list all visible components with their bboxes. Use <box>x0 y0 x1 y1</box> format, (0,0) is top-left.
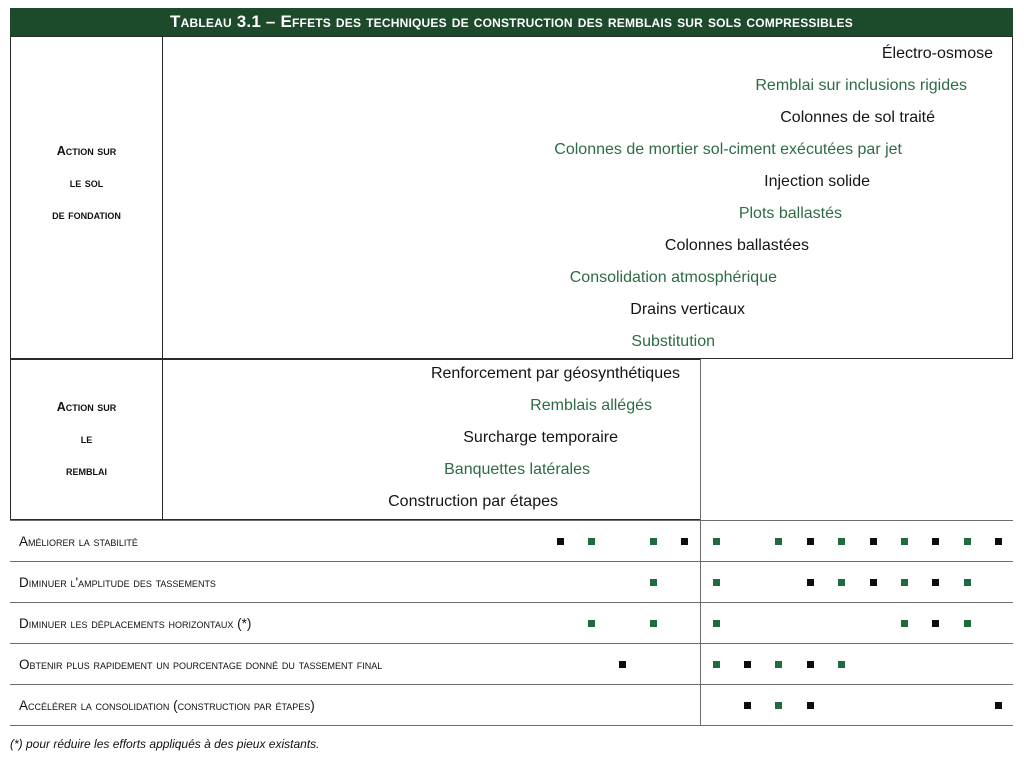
effect-mark-black <box>932 620 939 627</box>
effect-mark-black <box>995 702 1002 709</box>
effect-mark-green <box>901 538 908 545</box>
effect-mark-green <box>775 538 782 545</box>
effect-mark-black <box>557 538 564 545</box>
effect-mark-black <box>807 579 814 586</box>
effect-row-label: Obtenir plus rapidement un pourcentage donné du tassement final <box>19 657 383 672</box>
effect-mark-black <box>807 538 814 545</box>
effect-mark-green <box>650 579 657 586</box>
effect-mark-green <box>838 538 845 545</box>
section-divider <box>700 359 701 725</box>
effect-mark-black <box>870 579 877 586</box>
fill-label-line-2: le <box>80 432 93 446</box>
table-title <box>10 8 1013 36</box>
effect-mark-black <box>681 538 688 545</box>
effect-row <box>10 561 1013 602</box>
fill-section-label <box>10 391 163 487</box>
effect-mark-green <box>964 538 971 545</box>
effect-mark-green <box>650 538 657 545</box>
technique-label: Injection solide <box>764 173 870 190</box>
technique-label: Colonnes ballastées <box>664 237 809 254</box>
effect-mark-black <box>807 661 814 668</box>
technique-label: Surcharge temporaire <box>463 429 618 446</box>
technique-label: Consolidation atmosphérique <box>569 269 777 286</box>
effect-mark-green <box>713 620 720 627</box>
technique-label: Électro-osmose <box>881 45 993 62</box>
fill-label-line-3: remblai <box>66 464 107 478</box>
effect-mark-green <box>588 538 595 545</box>
technique-label: Construction par étapes <box>388 493 558 510</box>
effect-mark-black <box>995 538 1002 545</box>
technique-label: Colonnes de mortier sol-ciment exécutées par jet <box>554 141 902 158</box>
technique-label: Substitution <box>631 333 715 350</box>
effect-mark-green <box>901 620 908 627</box>
effect-mark-green <box>964 620 971 627</box>
effect-mark-black <box>744 661 751 668</box>
foundation-section-label <box>10 135 163 231</box>
effect-mark-green <box>713 538 720 545</box>
effect-row-label: Accélérer la consolidation (construction par étapes) <box>19 698 315 713</box>
effect-mark-green <box>713 661 720 668</box>
footnote: (*) pour réduire les efforts appliqués à des pieux existants. <box>10 737 320 751</box>
fill-label-line-1: Action sur <box>56 400 117 414</box>
effect-mark-green <box>713 579 720 586</box>
effect-row <box>10 602 1013 643</box>
effect-row-label: Améliorer la stabilité <box>19 534 138 549</box>
technique-staircase <box>10 36 1013 520</box>
technique-label: Remblai sur inclusions rigides <box>755 77 967 94</box>
effect-row <box>10 684 1013 725</box>
effect-mark-black <box>932 579 939 586</box>
effect-mark-black <box>619 661 626 668</box>
effect-mark-black <box>744 702 751 709</box>
effect-mark-green <box>650 620 657 627</box>
technique-label: Remblais allégés <box>530 397 652 414</box>
effect-mark-green <box>838 661 845 668</box>
effect-row <box>10 520 1013 561</box>
effect-mark-green <box>775 661 782 668</box>
effect-mark-black <box>807 702 814 709</box>
table-title-text: Tableau 3.1 – Effets des techniques de construction des remblais sur sols compressibles <box>170 12 853 31</box>
grid-bottom-rule <box>10 725 1013 726</box>
technique-label: Drains verticaux <box>630 301 745 318</box>
foundation-label-line-1: Action sur <box>56 144 117 158</box>
technique-label: Colonnes de sol traité <box>780 109 935 126</box>
technique-label: Banquettes latérales <box>444 461 590 478</box>
effect-mark-black <box>932 538 939 545</box>
technique-label: Plots ballastés <box>738 205 842 222</box>
technique-label: Renforcement par géosynthétiques <box>430 365 680 382</box>
effect-mark-green <box>964 579 971 586</box>
effect-row-label: Diminuer l'amplitude des tassements <box>19 575 216 590</box>
effect-mark-green <box>775 702 782 709</box>
foundation-label-line-3: de fondation <box>52 208 121 222</box>
foundation-label-line-2: le sol <box>69 176 104 190</box>
effect-mark-green <box>838 579 845 586</box>
effect-mark-black <box>870 538 877 545</box>
effect-mark-green <box>901 579 908 586</box>
effect-row-label: Diminuer les déplacements horizontaux (*) <box>19 616 252 631</box>
effect-mark-green <box>588 620 595 627</box>
effect-row <box>10 643 1013 684</box>
